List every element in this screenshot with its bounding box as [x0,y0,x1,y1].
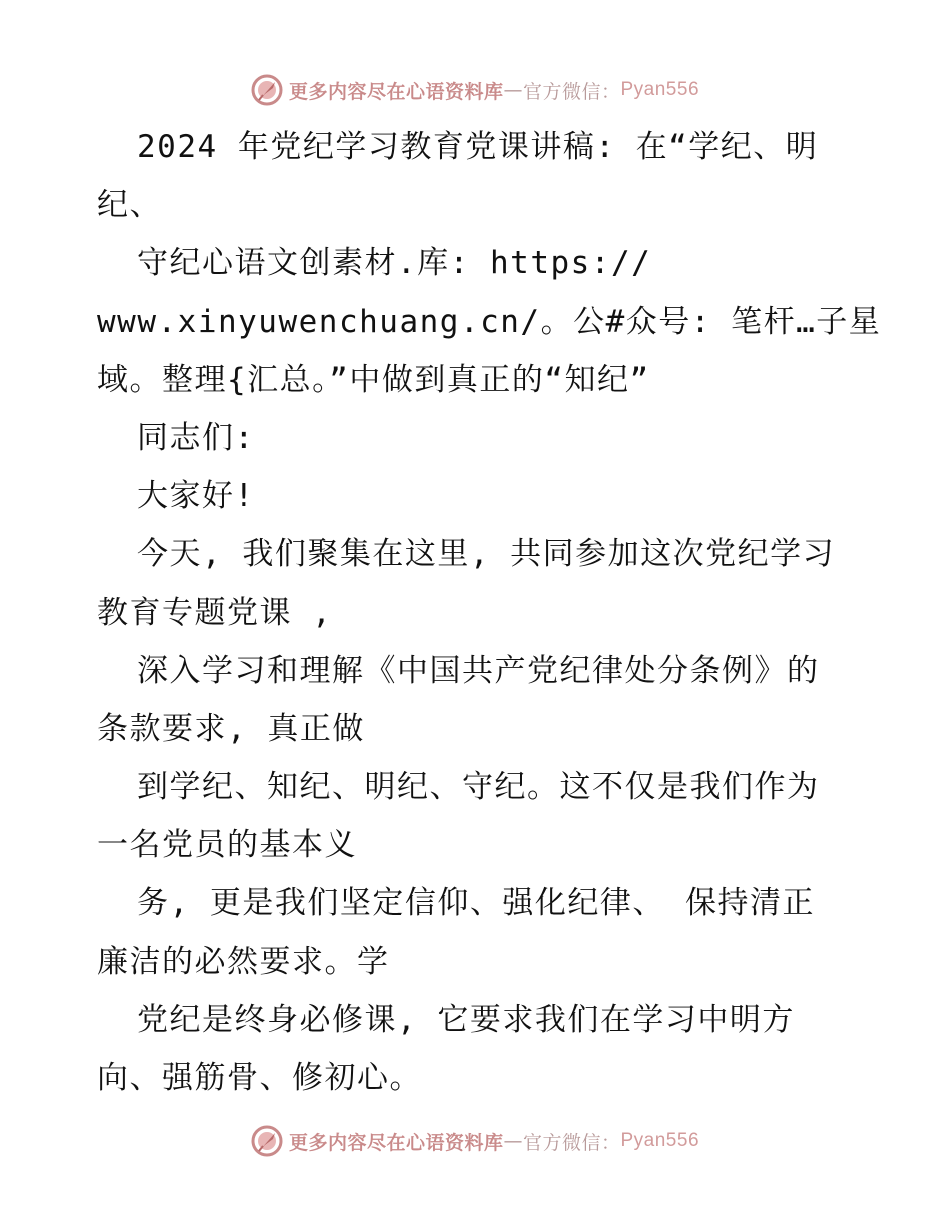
text-line: 今天, 我们聚集在这里, 共同参加这次党纪学习 [137,536,836,573]
text-line: 2024 年党纪学习教育党课讲稿: 在“学纪、明 [137,129,819,165]
banner-wechat-label: 官方微信： [522,80,621,103]
banner-wechat-label: 官方微信： [522,1131,621,1154]
quill-logo-icon [251,74,283,106]
text-line: www.xinyuwenchuang.cn/。公#众号: 笔杆…子星 [97,303,882,340]
text-line: 同志们: [137,419,255,456]
text-line: 一名党员的基本义 [97,827,357,864]
quill-logo-icon [251,1125,283,1157]
header-banner [0,70,950,110]
banner-handle: Pyan556 [620,1130,700,1151]
document-body [97,118,882,1107]
text-line: 域。整理{汇总。”中做到真正的“知纪” [97,361,650,398]
text-line: 向、强筋骨、修初心。 [97,1060,422,1096]
text-line: 大家好! [137,478,255,515]
text-line: 廉洁的必然要求。学 [97,943,390,980]
text-line: 教育专题党课 , [97,594,333,631]
banner-dash: — [503,79,523,101]
text-line: 条款要求, 真正做 [97,710,365,747]
text-line: 守纪心语文创素材.库: https:// [137,245,652,282]
banner-brand: 更多内容尽在心语资料库 [288,80,504,103]
text-line: 深入学习和理解《中国共产党纪律处分条例》的 [137,652,820,689]
footer-banner [0,1121,950,1161]
text-line: 党纪是终身必修课, 它要求我们在学习中明方 [137,1001,795,1038]
text-line: 务, 更是我们坚定信仰、强化纪律、 保持清正 [137,885,815,922]
text-line: 纪、 [97,187,162,224]
banner-brand: 更多内容尽在心语资料库 [288,1131,504,1154]
banner-handle: Pyan556 [620,79,700,100]
banner-dash: — [503,1130,523,1152]
text-line: 到学纪、知纪、明纪、守纪。这不仅是我们作为 [137,769,820,806]
